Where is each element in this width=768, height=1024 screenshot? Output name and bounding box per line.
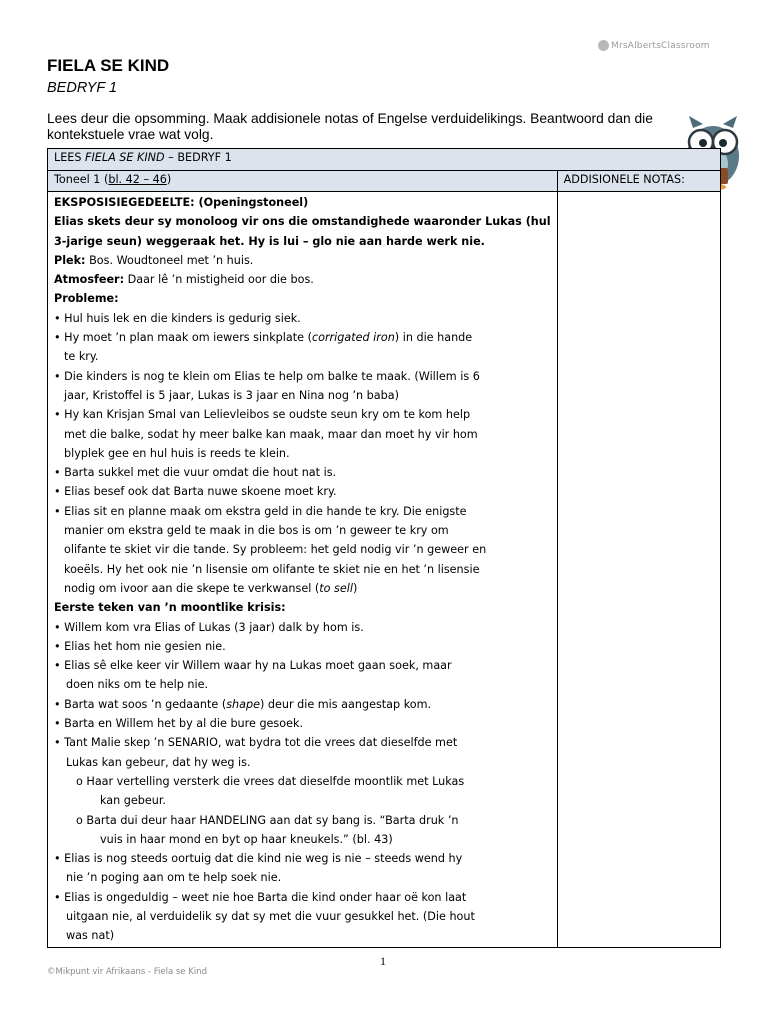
notes-cell[interactable] [557, 192, 720, 948]
list-item-continuation: te kry. [64, 350, 99, 364]
page-subtitle: BEDRYF 1 [47, 80, 118, 96]
list-item-continuation: doen niks om te help nie. [66, 678, 209, 692]
content-row [48, 192, 721, 948]
problems-label: Probleme: [54, 292, 119, 306]
lees-header-cell: LEES FIELA SE KIND – BEDRYF 1 [48, 149, 721, 171]
list-item: • Hul huis lek en die kinders is gedurig siek. [54, 311, 301, 325]
exposition-text: Elias skets deur sy monoloog vir ons die omstandighede waaronder Lukas (hul [54, 215, 551, 229]
sub-list-item-continuation: vuis in haar mond en byt op haar kneukels.” (bl. 43) [100, 832, 393, 846]
list-item-continuation: manier om ekstra geld te maak in die bos is om ’n geweer te kry om [64, 524, 449, 538]
list-item-continuation: jaar, Kristoffel is 5 jaar, Lukas is 3 jaar en Nina nog ’n baba) [64, 388, 399, 402]
sub-list-item: o Haar vertelling versterk die vrees dat dieselfde moontlik met Lukas [76, 774, 465, 788]
list-item-continuation: uitgaan nie, al verduidelik sy dat sy met die vuur gesukkel het. (Die hout [66, 909, 475, 923]
list-item-continuation: met die balke, sodat hy meer balke kan maak, maar dan moet hy vir hom [64, 427, 478, 441]
list-item: • Tant Malie skep ’n SENARIO, wat bydra tot die vrees dat dieselfde met [54, 736, 458, 750]
list-item-continuation: Lukas kan gebeur, dat hy weg is. [66, 755, 251, 769]
list-item: • Elias is nog steeds oortuig dat die kind nie weg is nie – steeds wend hy [54, 852, 463, 866]
page-number: 1 [380, 954, 386, 968]
list-item: • Elias sê elke keer vir Willem waar hy na Lukas moet gaan soek, maar [54, 659, 452, 673]
summary-table [47, 148, 721, 948]
toneel-header-cell: Toneel 1 (bl. 42 – 46) [48, 171, 558, 192]
list-item: • Die kinders is nog te klein om Elias te help om balke te maak. (Willem is 6 [54, 369, 480, 383]
table-header-row [48, 149, 721, 171]
table-subheader-row [48, 171, 721, 192]
list-item-continuation: was nat) [66, 929, 115, 943]
page-title: FIELA SE KIND [47, 56, 170, 75]
book-title: FIELA SE KIND [85, 151, 165, 164]
list-item: • Willem kom vra Elias of Lukas (3 jaar) dalk by hom is. [54, 620, 364, 634]
notes-header-cell: ADDISIONELE NOTAS: [557, 171, 720, 192]
crisis-label: Eerste teken van ’n moontlike krisis: [54, 601, 286, 615]
list-item-continuation: olifante te skiet vir die tande. Sy probleem: het geld nodig vir ’n geweer en [64, 543, 487, 557]
list-item-continuation: nodig om ivoor aan die skepe te verkwansel (to sell) [64, 581, 358, 595]
brand-text: MrsAlbertsClassroom [611, 40, 710, 51]
list-item: • Barta wat soos ’n gedaante (shape) deur die mis aangestap kom. [54, 697, 432, 711]
intro-instructions: Lees deur die opsomming. Maak addisionele notas of Engelse verduidelikings. Beantwoord dan die kontekstuele vrae wat volg. [47, 111, 653, 142]
list-item: • Elias is ongeduldig – weet nie hoe Barta die kind onder haar oë kon laat [54, 890, 467, 904]
footer-copyright: ©Mikpunt vir Afrikaans - Fiela se Kind [47, 967, 207, 977]
list-item-continuation: nie ’n poging aan om te help soek nie. [66, 871, 282, 885]
atmosphere-line: Atmosfeer: Daar lê ’n mistigheid oor die bos. [54, 273, 314, 287]
exposition-text: 3-jarige seun) weggeraak het. Hy is lui – glo nie aan harde werk nie. [54, 234, 485, 248]
sub-list-item-continuation: kan gebeur. [100, 794, 166, 808]
apple-icon [598, 40, 609, 51]
list-item-continuation: blyplek gee en hul huis is reeds te klein. [64, 446, 290, 460]
page-range: bl. 42 – 46 [108, 173, 167, 186]
sub-list-item: o Barta dui deur haar HANDELING aan dat sy bang is. “Barta druk ’n [76, 813, 459, 827]
list-item: • Elias sit en planne maak om ekstra geld in die hande te kry. Die enigste [54, 504, 467, 518]
brand-watermark [598, 40, 710, 51]
setting-line: Plek: Bos. Woudtoneel met ’n huis. [54, 253, 254, 267]
summary-cell [48, 192, 558, 948]
list-item: • Hy kan Krisjan Smal van Lelievleibos se oudste seun kry om te kom help [54, 408, 471, 422]
list-item: • Barta sukkel met die vuur omdat die hout nat is. [54, 466, 337, 480]
list-item: • Elias besef ook dat Barta nuwe skoene moet kry. [54, 485, 337, 499]
list-item-continuation: koeëls. Hy het ook nie ’n lisensie om olifante te skiet nie en het ’n lisensie [64, 562, 480, 576]
list-item: • Hy moet ’n plan maak om iewers sinkplate (corrigated iron) in die hande [54, 331, 473, 345]
exposition-label: EKSPOSISIEGEDEELTE: (Openingstoneel) [54, 196, 309, 209]
list-item: • Elias het hom nie gesien nie. [54, 639, 226, 653]
list-item: • Barta en Willem het by al die bure gesoek. [54, 717, 304, 731]
